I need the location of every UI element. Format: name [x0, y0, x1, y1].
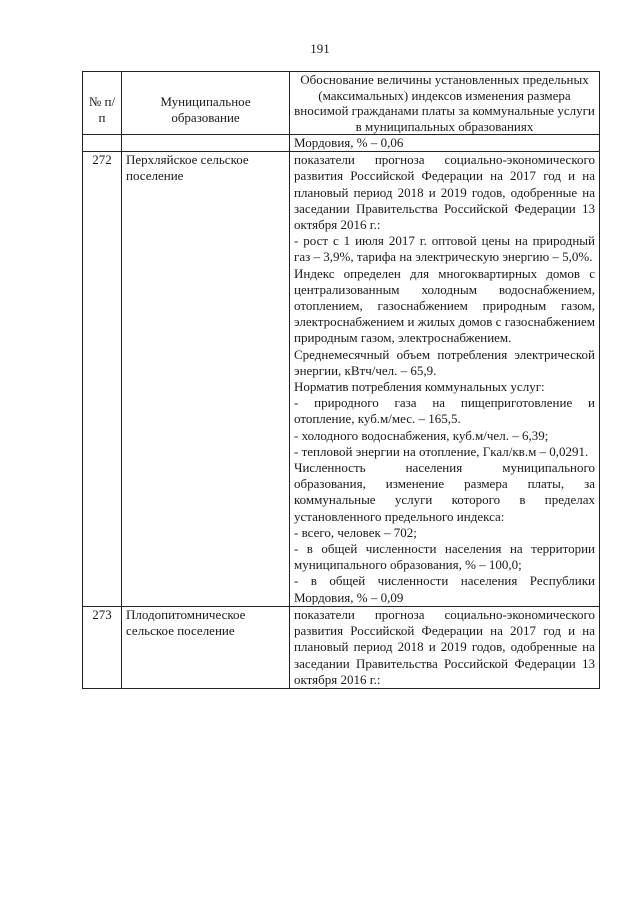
justification-cell — [290, 606, 600, 688]
header-number: № п/п — [83, 72, 122, 135]
justification-paragraph: Индекс определен для многоквартирных домов с централизованным холодным водоснабжением, отоплением, газоснабжением природным газом, электроснабжением и жилых домов с газоснабжением природным газом, электроснабжением. — [294, 265, 595, 346]
page-number: 191 — [310, 41, 330, 56]
justification-paragraph: показатели прогноза социально-экономического развития Российской Федерации на 2017 год и на плановый период 2018 и 2019 годов, одобренные на заседании Правительства Российской Федерации 13 октября 2016 г.: — [294, 606, 595, 687]
header-justification: Обоснование величины установленных предельных (максимальных) индексов изменения размера вносимой гражданами платы за коммунальные услуги в муниципальных образованиях — [290, 72, 600, 135]
continuation-row — [83, 135, 600, 152]
municipality-name: Плодопитомническое сельское поселение — [122, 606, 290, 688]
table-header-row — [83, 72, 600, 135]
justification-paragraph: Среднемесячный объем потребления электрической энергии, кВтч/чел. – 65,9. — [294, 346, 595, 378]
municipality-name: Перхляйское сельское поселение — [122, 152, 290, 607]
table-row — [83, 152, 600, 607]
justification-paragraph: - в общей численности населения Республики Мордовия, % – 0,09 — [294, 573, 595, 605]
continuation-text: Мордовия, % – 0,06 — [290, 135, 600, 152]
header-municipality: Муниципальное образование — [122, 72, 290, 135]
row-number: 273 — [83, 606, 122, 688]
table-row — [83, 606, 600, 688]
justification-cell — [290, 152, 600, 607]
justification-paragraph: показатели прогноза социально-экономического развития Российской Федерации на 2017 год и на плановый период 2018 и 2019 годов, одобренные на заседании Правительства Российской Федерации 13 октября 2016 г.: — [294, 152, 595, 233]
justification-paragraph: - холодного водоснабжения, куб.м/чел. – 6,39; — [294, 427, 549, 443]
municipal-index-table — [82, 71, 600, 689]
row-number: 272 — [83, 152, 122, 607]
justification-paragraph: - рост с 1 июля 2017 г. оптовой цены на природный газ – 3,9%, тарифа на электрическую энергию – 5,0%. — [294, 233, 595, 265]
justification-paragraph: - природного газа на пищеприготовление и отопление, куб.м/мес. – 165,5. — [294, 395, 595, 427]
justification-paragraph: Норматив потребления коммунальных услуг: — [294, 379, 545, 395]
justification-paragraph: - тепловой энергии на отопление, Гкал/кв.м – 0,0291. — [294, 443, 589, 459]
justification-paragraph: Численность населения муниципального образования, изменение размера платы, за коммунальные услуги которого в пределах установленного предельного индекса: — [294, 460, 595, 524]
justification-paragraph: - в общей численности населения на территории муниципального образования, % – 100,0; — [294, 541, 595, 573]
justification-paragraph: - всего, человек – 702; — [294, 524, 417, 540]
